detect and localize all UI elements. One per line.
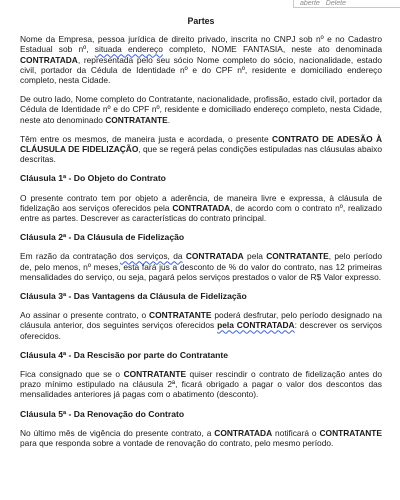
toolbar-delete-text[interactable]: Delete [325,0,346,7]
c5-text-a: No último mês de vigência do presente contrato, a [20,427,215,438]
c5-text-e: para que responda sobre a vontade de renovação do contrato, pelo mesmo período. [20,438,334,449]
toolbar-fragment [293,0,400,8]
clause-3-heading: Cláusula 3ª - Das Vantagens da Cláusula de Fidelização [20,291,247,302]
c3-text-c: poderá desfrutar, pelo período designado na cláusula anterior, dos seguintes serviços oferecidos [20,310,382,331]
p3-text-a: Têm entre os mesmos, de maneira justa e acordada, o presente [20,133,273,144]
c3-text-e: : descrever os serviços oferecidos. [20,320,382,341]
c2-text-g: , pelo período de, pelo menos, nº meses, esta fará jus a desconto de % do valor do contrato, nas 12 primeiras mensalidades do serviço, ou seja, pagará pelos serviços prestados o valor de R$ Valor expresso. [20,251,382,282]
clause-2-text [20,251,382,282]
clause-5-heading: Cláusula 5ª - Da Renovação do Contrato [20,408,185,419]
c4-text-a: Fica consignado que se o [20,369,124,380]
p1-text-a: Nome da Empresa, pessoa jurídica de direito privado, inscrita no CNPJ sob nº e no Cadastro Estadual sob nº, [20,34,382,55]
document-title: Partes [187,16,215,26]
clause-5-text [20,428,382,448]
c5-contratante-bold: CONTRATANTE [319,427,382,438]
clause-1-text [20,193,382,224]
c3-contratante-bold: CONTRATANTE [149,310,212,321]
c5-contratada-bold: CONTRATADA [214,427,273,438]
c2-spellcheck-text[interactable]: dos serviços, da [119,251,183,262]
document-content [20,12,382,457]
c1-text-a: O presente contrato tem por objeto a aderência, de maneira livre e expressa, à cláusula de fidelização aos serviços oferecidos pela [20,192,382,213]
clause-4-text [20,369,382,400]
p2-text-c: . [167,114,171,125]
c2-text-e: pela [243,251,267,262]
c2-contratada-bold: CONTRATADA [185,251,244,262]
toolbar-left-text: aberte [299,0,320,7]
c2-text-a: Em razão da contratação [20,251,120,262]
c1-text-c: , de acordo com o contrato nº, realizado entre as partes. Descrever as características do contrato principal. [20,202,382,224]
p2-text-a: De outro lado, Nome completo do Contratante, nacionalidade, profissão, estado civil, portador da Cédula de Identidade nº e do CPF nº, residente e domiciliado endereço completo, nesta Cidade, neste ato denominado [20,94,382,125]
clause-4-heading: Cláusula 4ª - Da Rescisão por parte do Contratante [20,349,229,360]
clause-2-heading: Cláusula 2ª - Da Cláusula de Fidelização [20,232,185,243]
p1-text-c: completo, NOME FANTASIA, neste ato denominada [162,44,382,55]
paragraph-contratante [20,94,382,125]
c4-text-c: quiser rescindir o contrato de fidelização antes do prazo mínimo estipulado na cláusula 2ª, ficará obrigado a pagar o valor dos descontos das mensalidades anteriores já pagas com o abatimento (desconto). [20,369,382,400]
p1-contratada-bold: CONTRATADA [20,54,78,65]
c3-text-a: Ao assinar o presente contrato, o [20,310,150,321]
paragraph-acordo [20,134,382,165]
clause-1-heading: Cláusula 1ª - Do Objeto do Contrato [20,173,166,184]
p1-spellcheck-text[interactable]: situada endereço [94,44,163,55]
p3-contract-title-bold: CONTRATO DE ADESÃO À CLÁUSULA DE FIDELIZAÇÃO [20,133,382,155]
c2-contratante-bold: CONTRATANTE [266,251,329,262]
p2-contratante-bold: CONTRATANTE [105,114,168,125]
c1-contratada-bold: CONTRATADA [172,202,231,213]
paragraph-contratada [20,34,382,85]
c4-contratante-bold: CONTRATANTE [123,369,187,380]
c5-text-c: notificará o [272,427,320,438]
c3-spellcheck-bold[interactable]: pela CONTRATADA [217,320,295,331]
p3-text-c: , que se regerá pelas condições estipuladas nas cláusulas abaixo descritas. [20,144,382,165]
clause-3-text [20,310,382,341]
p1-text-e: , representada pelo seu sócio Nome completo do sócio, nacionalidade, estado civil, portador da Cédula de Identidade nº e do CPF nº, residente e domiciliado endereço completo, nesta Cidade. [20,54,382,86]
